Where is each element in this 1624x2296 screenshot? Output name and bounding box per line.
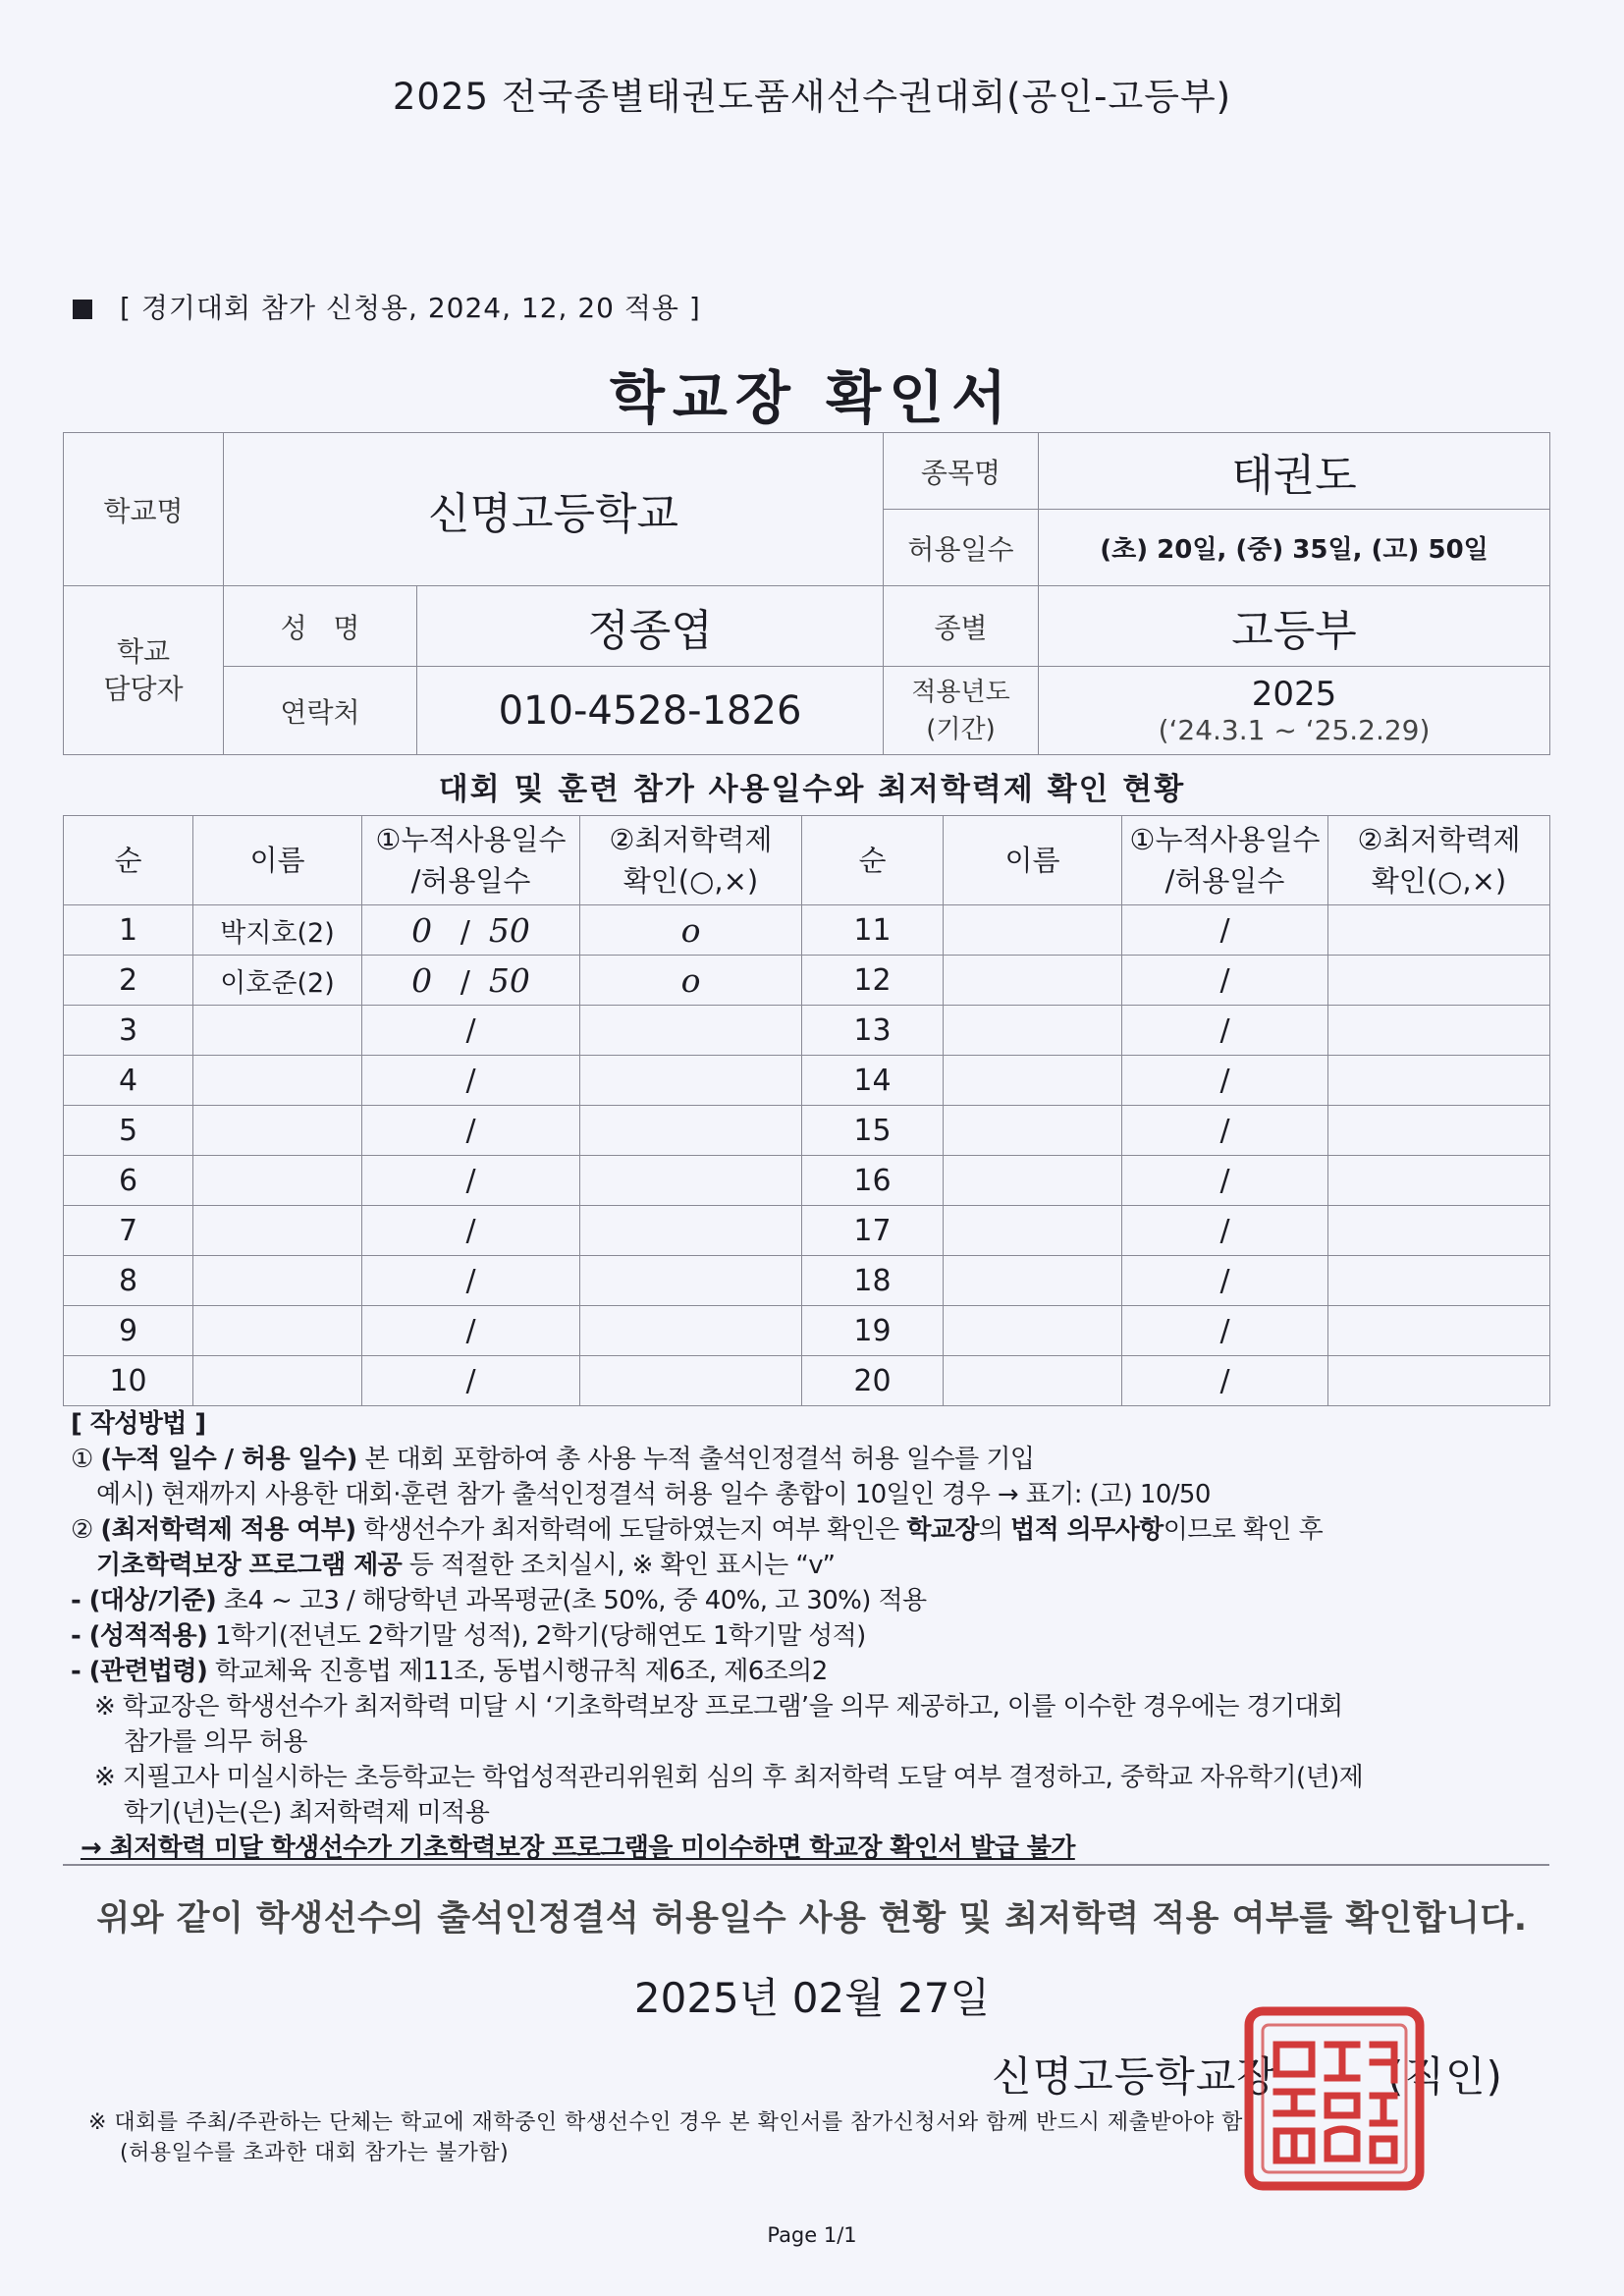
row-slash: / [460,914,470,950]
row-name[interactable]: 이호준(2) [193,956,362,1006]
row-days[interactable] [362,1256,580,1306]
row-no: 10 [64,1356,193,1406]
page-number: Page 1/1 [767,2223,857,2247]
school-name-label: 학교명 [64,433,224,586]
row-days-right[interactable] [1122,1056,1328,1106]
allowed-days-label: 허용일수 [884,510,1039,586]
row-slash: / [465,1113,476,1148]
row-check[interactable] [580,1006,802,1056]
instructions [71,1406,1563,1866]
row-name[interactable] [193,1056,362,1106]
instruction-line-5: - (대상/기준) 초4 ~ 고3 / 해당학년 과목평균(초 50%, 중 40%, 고 30%) 적용 [71,1586,927,1615]
row-days-right[interactable] [1122,956,1328,1006]
row-days-right[interactable] [1122,1006,1328,1056]
row-no: 1 [64,905,193,956]
row-days[interactable] [362,1056,580,1106]
row-name-right[interactable] [944,905,1122,956]
row-name-right[interactable] [944,1006,1122,1056]
row-used: 0 [411,910,433,950]
row-check[interactable] [580,1156,802,1206]
instruction-line-3: ② (최저학력제 적용 여부) 학생선수가 최저학력에 도달하였는지 여부 확인은 학교장의 법적 의무사항이므로 확인 후 [71,1515,1324,1545]
instruction-line-1: ① (누적 일수 / 허용 일수) 본 대회 포함하여 총 사용 누적 출석인정결석 허용 일수를 기입 [71,1445,1035,1474]
division-label: 종별 [884,586,1039,667]
row-name-right[interactable] [944,956,1122,1006]
header-name: 이름 [193,816,362,905]
row-no-right: 18 [802,1256,944,1306]
row-name-right[interactable] [944,1206,1122,1256]
period-value: (‘24.3.1 ~ ‘25.2.29) [1158,714,1431,746]
signer-name: 신명고등학교장 [992,2052,1278,2101]
row-check-right[interactable] [1328,1256,1550,1306]
row-slash: / [465,1363,476,1398]
row-used: 0 [411,960,433,1000]
row-name[interactable] [193,1256,362,1306]
division-value: 고등부 [1039,586,1550,667]
confirmation-statement: 위와 같이 학생선수의 출석인정결석 허용일수 사용 현황 및 최저학력 적용 여부를 확인합니다. [96,1899,1528,1939]
row-check-right[interactable] [1328,1006,1550,1056]
year-cell [1039,667,1550,755]
row-check[interactable] [580,1056,802,1106]
row-days-right[interactable] [1122,1106,1328,1156]
row-slash-right: / [1219,1063,1230,1098]
divider-line [63,1864,1549,1866]
row-name[interactable] [193,1306,362,1356]
row-no: 6 [64,1156,193,1206]
row-no-right: 15 [802,1106,944,1156]
footnote-line-1: ※ 대회를 주최/주관하는 단체는 학교에 재학중인 학생선수인 경우 본 확인서를 참가신청서와 함께 반드시 제출받아야 함 [88,2110,1243,2135]
row-days[interactable] [362,905,580,956]
row-name-right[interactable] [944,1306,1122,1356]
row-no-right: 20 [802,1356,944,1406]
row-slash-right: / [1219,1113,1230,1148]
row-slash: / [465,1163,476,1198]
footnote-line-2: (허용일수를 초과한 대회 참가는 불가함) [120,2141,510,2165]
row-slash-right: / [1219,1012,1230,1048]
instruction-line-8: ※ 학교장은 학생선수가 최저학력 미달 시 ‘기초학력보장 프로그램’을 의무 제공하고, 이를 이수한 경우에는 경기대회 [94,1692,1343,1722]
instruction-line-11: 학기(년)는(은) 최저학력제 미적용 [124,1798,490,1828]
row-slash: / [465,1263,476,1298]
row-check-right[interactable] [1328,1156,1550,1206]
row-name[interactable] [193,1206,362,1256]
row-no: 7 [64,1206,193,1256]
row-check[interactable] [580,1256,802,1306]
row-slash: / [465,1063,476,1098]
row-check[interactable] [580,1206,802,1256]
document-header: 2025 전국종별태권도품새선수권대회(공인-고등부) [392,76,1232,118]
row-slash-right: / [1219,962,1230,998]
header-check: ②최저학력제 확인(○,×) [580,816,802,905]
row-name[interactable] [193,1006,362,1056]
instruction-line-4: 기초학력보장 프로그램 제공 등 적절한 조치실시, ※ 확인 표시는 “v” [96,1551,836,1580]
row-slash-right: / [1219,1313,1230,1348]
application-note-text: [ 경기대회 참가 신청용, 2024, 12, 20 적용 ] [120,292,701,324]
square-bullet-icon [73,300,92,319]
row-slash-right: / [1219,1363,1230,1398]
instruction-line-7: - (관련법령) 학교체육 진흥법 제11조, 동법시행규칙 제6조, 제6조의2 [71,1657,828,1686]
header-no-right: 순 [802,816,944,905]
header-name-right: 이름 [944,816,1122,905]
table-row [64,956,1550,1006]
row-name-right[interactable] [944,1256,1122,1306]
roster-title: 대회 및 훈련 참가 사용일수와 최저학력제 확인 현황 [438,772,1186,807]
row-slash: / [465,1313,476,1348]
application-note [73,287,701,326]
contact-person-label: 학교 담당자 [64,586,224,755]
roster-header-row [64,816,1550,905]
row-days[interactable] [362,956,580,1006]
row-allowed: 50 [488,910,530,950]
phone-value: 010-4528-1826 [417,667,884,755]
row-no-right: 19 [802,1306,944,1356]
instruction-line-10: ※ 지필고사 미실시하는 초등학교는 학업성적관리위원회 심의 후 최저학력 도달 여부 결정하고, 중학교 자유학기(년)제 [94,1763,1364,1792]
seal-text: 신명고등학교장 [1243,2005,1250,2006]
row-days[interactable] [362,1106,580,1156]
table-row [64,1306,1550,1356]
row-slash: / [465,1012,476,1048]
row-slash-right: / [1219,1163,1230,1198]
row-days-right[interactable] [1122,1206,1328,1256]
roster-table [63,815,1550,1406]
row-check-right[interactable] [1328,1306,1550,1356]
table-row [64,1256,1550,1306]
row-days[interactable] [362,1156,580,1206]
row-name[interactable] [193,1106,362,1156]
row-no: 2 [64,956,193,1006]
year-value: 2025 [1251,675,1337,714]
instruction-line-12: → 최저학력 미달 학생선수가 기초학력보장 프로그램을 미이수하면 학교장 확인서 발급 불가 [81,1833,1075,1863]
row-no-right: 13 [802,1006,944,1056]
header-days-right: ①누적사용일수 /허용일수 [1122,816,1328,905]
row-slash-right: / [1219,1263,1230,1298]
row-check-right[interactable] [1328,1206,1550,1256]
contact-name-value: 정종엽 [417,586,884,667]
event-value: 태권도 [1039,433,1550,510]
allowed-days-value: (초) 20일, (중) 35일, (고) 50일 [1039,510,1550,586]
row-days-right[interactable] [1122,1256,1328,1306]
row-no-right: 17 [802,1206,944,1256]
row-days[interactable] [362,1006,580,1056]
table-row [64,1206,1550,1256]
row-name-right[interactable] [944,1056,1122,1106]
row-check-right[interactable] [1328,956,1550,1006]
row-check[interactable] [580,1356,802,1406]
phone-label: 연락처 [224,667,417,755]
row-check[interactable]: o [580,905,802,956]
row-name[interactable] [193,1156,362,1206]
instructions-heading: [ 작성방법 ] [71,1409,206,1439]
row-check-right[interactable] [1328,905,1550,956]
instruction-line-9: 참가를 의무 허용 [124,1727,307,1757]
row-no-right: 12 [802,956,944,1006]
row-slash-right: / [1219,912,1230,948]
school-name-value: 신명고등학교 [224,433,884,586]
row-name-right[interactable] [944,1356,1122,1406]
row-check-right[interactable] [1328,1056,1550,1106]
row-days[interactable] [362,1356,580,1406]
row-no: 4 [64,1056,193,1106]
roster-body [64,816,1550,1406]
row-name-right[interactable] [944,1156,1122,1206]
row-slash-right: / [1219,1213,1230,1248]
header-days: ①누적사용일수 /허용일수 [362,816,580,905]
instruction-line-2: 예시) 현재까지 사용한 대회·훈련 참가 출석인정결석 허용 일수 총합이 10일인 경우 → 표기: (고) 10/50 [96,1480,1211,1509]
document-title: 학교장 확인서 [609,364,1015,431]
row-slash: / [465,1213,476,1248]
row-allowed: 50 [488,960,530,1000]
row-no-right: 14 [802,1056,944,1106]
row-days-right[interactable] [1122,1356,1328,1406]
official-seal-icon [1243,2005,1426,2192]
instruction-line-6: - (성적적용) 1학기(전년도 2학기말 성적), 2학기(당해연도 1학기말 성적) [71,1621,866,1651]
row-days[interactable] [362,1306,580,1356]
row-check[interactable] [580,1106,802,1156]
row-name[interactable]: 박지호(2) [193,905,362,956]
row-no-right: 11 [802,905,944,956]
table-row [64,1056,1550,1106]
seal-mark: (직인) [1387,2052,1503,2101]
row-no: 8 [64,1256,193,1306]
header-check-right: ②최저학력제 확인(○,×) [1328,816,1550,905]
row-no-right: 16 [802,1156,944,1206]
event-label: 종목명 [884,433,1039,510]
table-row [64,1006,1550,1056]
row-name[interactable] [193,1356,362,1406]
footnote [88,2107,1243,2168]
row-days-right[interactable] [1122,1156,1328,1206]
row-no: 9 [64,1306,193,1356]
row-check[interactable] [580,1306,802,1356]
issue-date: 2025년 02월 27일 [633,1974,991,2022]
table-row [64,1156,1550,1206]
row-slash: / [460,964,470,1000]
row-days-right[interactable] [1122,1306,1328,1356]
row-days-right[interactable] [1122,905,1328,956]
row-no: 5 [64,1106,193,1156]
table-row [64,905,1550,956]
row-check[interactable]: o [580,956,802,1006]
table-row [64,1356,1550,1406]
row-check-right[interactable] [1328,1356,1550,1406]
row-no: 3 [64,1006,193,1056]
table-row [64,1106,1550,1156]
row-name-right[interactable] [944,1106,1122,1156]
school-info-table [63,432,1550,755]
header-no: 순 [64,816,193,905]
row-days[interactable] [362,1206,580,1256]
row-check-right[interactable] [1328,1106,1550,1156]
contact-name-label: 성 명 [224,586,417,667]
year-label: 적용년도 (기간) [884,667,1039,755]
